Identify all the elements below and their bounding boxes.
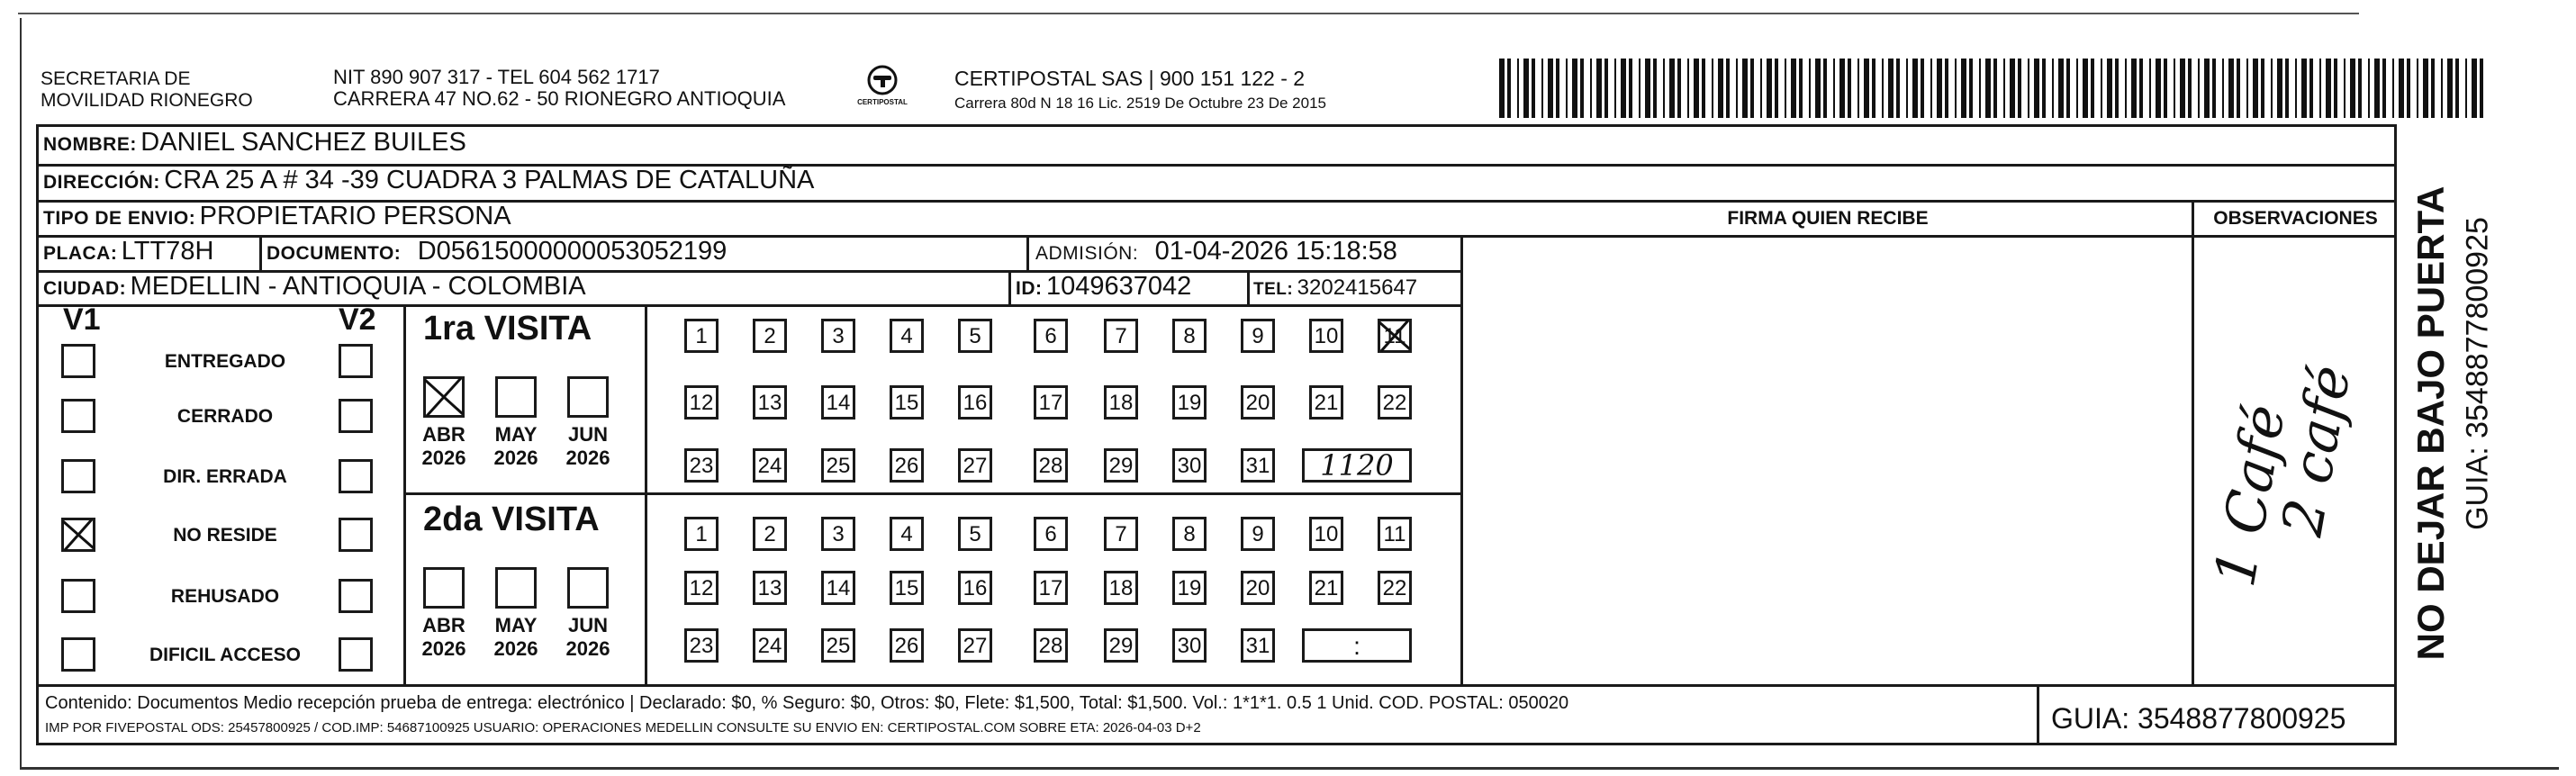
day-box[interactable]: 31 (1241, 448, 1275, 483)
tel-value: 3202415647 (1297, 275, 1418, 300)
tipo-label: TIPO DE ENVIO: (43, 208, 196, 229)
barcode-bar (1604, 59, 1608, 118)
barcode-bar (1775, 59, 1778, 118)
day-box[interactable]: 9 (1241, 517, 1275, 551)
barcode-bar (1785, 59, 1786, 118)
sender-block (41, 68, 253, 112)
day-box[interactable]: 16 (958, 385, 992, 420)
tipo-row (43, 202, 511, 231)
day-box[interactable]: 21 (1309, 385, 1343, 420)
barcode-bar (2392, 59, 2394, 118)
barcode-bar (1979, 59, 1981, 118)
month-checkbox[interactable] (423, 376, 465, 418)
barcode-bar (1590, 59, 1592, 118)
barcode-bar (1726, 59, 1730, 118)
barcode-bar (2301, 59, 2307, 118)
barcode-bar (1937, 59, 1942, 118)
v2-checkbox[interactable] (339, 399, 373, 433)
day-box[interactable]: 12 (684, 571, 719, 605)
day-box[interactable]: 20 (1241, 571, 1275, 605)
day-box[interactable]: 5 (958, 517, 992, 551)
documento-row (267, 237, 727, 266)
sender-address: CARRERA 47 NO.62 - 50 RIONEGRO ANTIOQUIA (333, 87, 786, 110)
barcode-bar (2358, 59, 2362, 118)
day-box[interactable]: 28 (1034, 628, 1068, 663)
month-label (556, 423, 619, 470)
barcode-bar (2295, 59, 2297, 118)
barcode-bar (1961, 59, 1966, 118)
month-label (484, 614, 547, 661)
nombre-label: NOMBRE: (43, 134, 137, 155)
logo-text: CERTIPOSTAL (857, 98, 908, 106)
barcode-bar (1712, 59, 1713, 118)
month-name: ABR (422, 423, 465, 446)
barcode-bar (2455, 59, 2459, 118)
month-name: MAY (494, 423, 538, 446)
barcode-bar (2101, 59, 2102, 118)
admision-label: ADMISIÓN: (1035, 243, 1139, 264)
barcode-bar (1580, 59, 1584, 118)
barcode-bar (2246, 59, 2248, 118)
day-box[interactable]: 16 (958, 571, 992, 605)
day-box[interactable]: 19 (1172, 571, 1207, 605)
day-box[interactable]: 18 (1104, 571, 1138, 605)
v1-checkbox[interactable] (61, 579, 95, 613)
v1-label: V1 (63, 302, 101, 337)
day-box[interactable]: 15 (890, 385, 924, 420)
barcode-bar (1653, 59, 1657, 118)
second-visit-title: 2da VISITA (423, 501, 600, 538)
barcode-bar (2382, 59, 2386, 118)
day-box[interactable]: 24 (753, 448, 787, 483)
nombre-value: DANIEL SANCHEZ BUILES (140, 128, 466, 157)
month-year: 2026 (493, 447, 538, 469)
barcode-bar (2228, 59, 2234, 118)
day-box[interactable]: 1 (684, 319, 719, 353)
month-checkbox[interactable] (495, 567, 537, 609)
col-line (1247, 273, 1250, 305)
status-label: DIFICIL ACCESO (149, 645, 301, 665)
documento-value: D05615000000053052199 (417, 237, 728, 266)
barcode-bar (2107, 59, 2112, 118)
month-label (412, 423, 475, 470)
footer-guia: GUIA: 3548877800925 (2051, 702, 2346, 735)
barcode-bar (1823, 59, 1827, 118)
barcode-bar (1809, 59, 1811, 118)
barcode-bar (2125, 59, 2127, 118)
day-box[interactable]: 23 (684, 628, 719, 663)
barcode-bar (1677, 59, 1681, 118)
barcode-bar (1921, 59, 1924, 118)
day-box[interactable]: 2 (753, 319, 787, 353)
id-label: ID: (1016, 278, 1043, 299)
barcode-bar (1541, 59, 1543, 118)
documento-label: DOCUMENTO: (267, 243, 402, 264)
day-box[interactable]: 3 (821, 319, 855, 353)
sender-line2: MOVILIDAD RIONEGRO (41, 90, 253, 111)
barcode-bar (2034, 59, 2039, 118)
day-box[interactable]: 20 (1241, 385, 1275, 420)
barcode-bar (2149, 59, 2151, 118)
footer-contenido: Contenido: Documentos Medio recepción prueba de entrega: electrónico | Declarado: $0, % Seguro: $0, Otros: $0, Flete: $1,500, Total: $1,500. Vol.: 1*1*1. 0.5 1 Unid. COD. POSTAL: 050020 (45, 693, 1569, 713)
barcode-bar (1499, 59, 1505, 118)
month-name: JUN (567, 614, 608, 636)
day-box[interactable]: 6 (1034, 319, 1068, 353)
barcode-bar (2028, 59, 2029, 118)
v1-checkbox[interactable] (61, 637, 95, 672)
month-checkbox[interactable] (567, 376, 609, 418)
check-mark-icon (1378, 319, 1412, 353)
barcode-bar (1750, 59, 1754, 118)
month-label (484, 423, 547, 470)
barcode-bar (2083, 59, 2088, 118)
tel-label: TEL: (1253, 280, 1294, 299)
barcode-bar (1760, 59, 1762, 118)
day-box[interactable]: 27 (958, 448, 992, 483)
barcode-bar (1742, 59, 1748, 118)
day-box[interactable]: 29 (1104, 628, 1138, 663)
id-row (1016, 272, 1191, 302)
month-name: ABR (422, 614, 465, 636)
barcode-bar (1969, 59, 1973, 118)
barcode-bar (1548, 59, 1553, 118)
ciudad-label: CIUDAD: (43, 278, 127, 299)
sender-nit: NIT 890 907 317 - TEL 604 562 1717 (333, 66, 660, 88)
barcode-bar (2374, 59, 2380, 118)
day-box[interactable]: 1 (684, 517, 719, 551)
observacion-note-2: 2 café (2268, 360, 2364, 541)
barcode-bar (1872, 59, 1876, 118)
barcode-bar (2344, 59, 2346, 118)
barcode-bar (1687, 59, 1689, 118)
barcode-bar (2350, 59, 2355, 118)
check-mark-icon (423, 376, 465, 418)
barcode-bar (2115, 59, 2119, 118)
barcode-bar (1694, 59, 1699, 118)
barcode-bar (1639, 59, 1641, 118)
day-box[interactable]: 26 (890, 628, 924, 663)
barcode-bar (1955, 59, 1957, 118)
day-box[interactable]: 2 (753, 517, 787, 551)
barcode-bar (2212, 59, 2216, 118)
barcode-bar (2399, 59, 2404, 118)
day-box[interactable]: 18 (1104, 385, 1138, 420)
status-label: REHUSADO (170, 586, 280, 607)
day-box[interactable]: 4 (890, 517, 924, 551)
barcode-bar (1566, 59, 1568, 118)
barcode-bar (1839, 59, 1845, 118)
barcode-bar (1896, 59, 1900, 118)
logo-icon (864, 65, 900, 95)
day-box[interactable]: 6 (1034, 517, 1068, 551)
barcode-bar (1507, 59, 1511, 118)
side-warning: NO DEJAR BAJO PUERTA (2409, 185, 2452, 661)
barcode (1499, 59, 2490, 118)
bottom-border-line (20, 767, 2559, 770)
barcode-bar (1799, 59, 1803, 118)
barcode-bar (1614, 59, 1616, 118)
day-box[interactable]: 29 (1104, 448, 1138, 483)
barcode-bar (1621, 59, 1626, 118)
barcode-bar (2465, 59, 2467, 118)
observaciones-area[interactable] (2194, 238, 2397, 684)
month-year: 2026 (421, 637, 466, 660)
status-label: ENTREGADO (164, 351, 286, 372)
left-border-line (20, 18, 22, 770)
day-box[interactable]: 4 (890, 319, 924, 353)
day-box[interactable]: 11 (1378, 319, 1412, 353)
day-box[interactable]: 22 (1378, 571, 1412, 605)
status-label: CERRADO (176, 406, 274, 427)
col-line (259, 235, 262, 271)
month-name: JUN (567, 423, 608, 446)
nombre-row (43, 128, 466, 158)
time-box[interactable]: : (1302, 628, 1412, 663)
barcode-bar (2431, 59, 2435, 118)
barcode-bar (2198, 59, 2200, 118)
barcode-bar (2222, 59, 2224, 118)
barcode-bar (2480, 59, 2483, 118)
barcode-bar (2271, 59, 2273, 118)
barcode-bar (1596, 59, 1602, 118)
day-box[interactable]: 19 (1172, 385, 1207, 420)
col-line (1026, 238, 1029, 271)
barcode-bar (1645, 59, 1650, 118)
barcode-bar (1532, 59, 1535, 118)
barcode-bar (2139, 59, 2143, 118)
day-box[interactable]: 17 (1034, 571, 1068, 605)
placa-value: LTT78H (121, 237, 214, 266)
barcode-bar (2253, 59, 2258, 118)
day-box[interactable]: 15 (890, 571, 924, 605)
day-box[interactable]: 10 (1309, 319, 1343, 353)
barcode-bar (2407, 59, 2410, 118)
courier-license: Carrera 80d N 18 16 Lic. 2519 De Octubre 23 De 2015 (954, 95, 1326, 112)
month-label (412, 614, 475, 661)
footer-guia-box (2037, 684, 2039, 745)
day-box[interactable]: 8 (1172, 517, 1207, 551)
month-checkbox[interactable] (423, 567, 465, 609)
row-line (36, 684, 2397, 687)
day-box[interactable]: 24 (753, 628, 787, 663)
month-label (556, 614, 619, 661)
day-box[interactable]: 27 (958, 628, 992, 663)
barcode-bar (1572, 59, 1577, 118)
day-box[interactable]: 5 (958, 319, 992, 353)
barcode-bar (1985, 59, 1991, 118)
day-box[interactable]: 17 (1034, 385, 1068, 420)
barcode-bar (2042, 59, 2046, 118)
barcode-bar (2423, 59, 2428, 118)
barcode-bar (2368, 59, 2370, 118)
day-box[interactable]: 13 (753, 571, 787, 605)
day-box[interactable]: 25 (821, 448, 855, 483)
footer-imp: IMP POR FIVEPOSTAL ODS: 25457800925 / COD.IMP: 54687100925 USUARIO: OPERACIONES MEDELLIN CONSULTE SU ENVIO EN: CERTIPOSTAL.COM SOBRE ETA: 2026-04-03 D+2 (45, 720, 1201, 735)
visit-divider (403, 492, 1462, 495)
day-box[interactable]: 10 (1309, 517, 1343, 551)
day-box[interactable]: 14 (821, 385, 855, 420)
barcode-bar (2010, 59, 2015, 118)
month-year: 2026 (493, 637, 538, 660)
v2-checkbox[interactable] (339, 579, 373, 613)
day-box[interactable]: 9 (1241, 319, 1275, 353)
month-name: MAY (494, 614, 538, 636)
barcode-bar (2131, 59, 2137, 118)
barcode-bar (2441, 59, 2443, 118)
barcode-bar (2447, 59, 2453, 118)
barcode-bar (1736, 59, 1738, 118)
month-year: 2026 (565, 637, 610, 660)
barcode-bar (1718, 59, 1723, 118)
day-box[interactable]: 13 (753, 385, 787, 420)
barcode-bar (1767, 59, 1772, 118)
barcode-bar (2058, 59, 2064, 118)
day-box[interactable]: 31 (1241, 628, 1275, 663)
direccion-row (43, 166, 814, 195)
v1-checkbox[interactable] (61, 459, 95, 493)
placa-row (43, 237, 213, 266)
barcode-bar (1663, 59, 1665, 118)
barcode-bar (2066, 59, 2070, 118)
tipo-value: PROPIETARIO PERSONA (199, 202, 511, 230)
direccion-label: DIRECCIÓN: (43, 172, 160, 193)
month-checkbox[interactable] (495, 376, 537, 418)
firma-header: FIRMA QUIEN RECIBE (1727, 208, 1929, 229)
barcode-bar (1791, 59, 1796, 118)
barcode-bar (2091, 59, 2094, 118)
ciudad-row (43, 272, 586, 302)
barcode-bar (2309, 59, 2313, 118)
day-box[interactable]: 14 (821, 571, 855, 605)
day-box[interactable]: 8 (1172, 319, 1207, 353)
barcode-bar (1848, 59, 1851, 118)
barcode-bar (1906, 59, 1908, 118)
barcode-bar (2188, 59, 2192, 118)
day-box[interactable]: 25 (821, 628, 855, 663)
barcode-bar (2003, 59, 2005, 118)
day-box[interactable]: 11 (1378, 517, 1412, 551)
v2-label: V2 (339, 302, 376, 337)
v1-checkbox[interactable] (61, 518, 95, 552)
certipostal-logo (855, 65, 909, 106)
ciudad-value: MEDELLIN - ANTIOQUIA - COLOMBIA (130, 272, 586, 301)
side-guia: GUIA: 3548877800925 (2460, 217, 2495, 530)
barcode-bar (1523, 59, 1529, 118)
id-value: 1049637042 (1045, 272, 1192, 301)
barcode-bar (1629, 59, 1632, 118)
barcode-bar (2164, 59, 2167, 118)
v2-checkbox[interactable] (339, 518, 373, 552)
admision-value: 01-04-2026 15:18:58 (1154, 237, 1397, 266)
barcode-bar (1912, 59, 1918, 118)
barcode-bar (1930, 59, 1932, 118)
barcode-bar (1857, 59, 1859, 118)
day-box[interactable]: 3 (821, 517, 855, 551)
day-box[interactable]: 23 (684, 448, 719, 483)
barcode-bar (1815, 59, 1821, 118)
barcode-bar (2237, 59, 2240, 118)
barcode-bar (1556, 59, 1559, 118)
barcode-graphic (1499, 59, 2490, 118)
status-label: DIR. ERRADA (163, 466, 287, 487)
v2-checkbox[interactable] (339, 459, 373, 493)
barcode-bar (1669, 59, 1675, 118)
barcode-bar (2326, 59, 2331, 118)
barcode-bar (2180, 59, 2185, 118)
barcode-bar (2285, 59, 2289, 118)
v2-checkbox[interactable] (339, 637, 373, 672)
admision-row (1035, 237, 1397, 266)
courier-name: CERTIPOSTAL SAS | 900 151 122 - 2 (954, 67, 1306, 90)
barcode-bar (2319, 59, 2321, 118)
month-year: 2026 (565, 447, 610, 469)
barcode-bar (2417, 59, 2418, 118)
barcode-bar (2076, 59, 2078, 118)
barcode-bar (1882, 59, 1884, 118)
day-box[interactable]: 30 (1172, 628, 1207, 663)
barcode-bar (1517, 59, 1519, 118)
barcode-bar (2156, 59, 2161, 118)
month-year: 2026 (421, 447, 466, 469)
courier-block (954, 67, 1326, 113)
sender-line1: SECRETARIA DE (41, 68, 191, 89)
v2-checkbox[interactable] (339, 344, 373, 378)
observacion-note-1: 1 Café (2201, 400, 2299, 591)
col-line (1008, 273, 1011, 305)
status-label: NO RESIDE (173, 525, 277, 546)
barcode-bar (2018, 59, 2021, 118)
barcode-bar (1833, 59, 1835, 118)
barcode-bar (2261, 59, 2264, 118)
sender-contact (333, 67, 785, 110)
day-box[interactable]: 22 (1378, 385, 1412, 420)
day-box[interactable]: 7 (1104, 517, 1138, 551)
direccion-value: CRA 25 A # 34 -39 CUADRA 3 PALMAS DE CATALUÑA (164, 166, 815, 194)
day-box[interactable]: 7 (1104, 319, 1138, 353)
day-box[interactable]: 21 (1309, 571, 1343, 605)
top-border-line (18, 13, 2359, 14)
barcode-bar (1888, 59, 1894, 118)
barcode-bar (1945, 59, 1948, 118)
barcode-bar (2204, 59, 2210, 118)
month-checkbox[interactable] (567, 567, 609, 609)
time-box[interactable]: 1120 (1302, 448, 1412, 483)
barcode-bar (2334, 59, 2337, 118)
check-mark-icon (61, 518, 95, 552)
first-visit-title: 1ra VISITA (423, 310, 592, 347)
firma-area[interactable] (1463, 238, 2192, 684)
barcode-bar (2052, 59, 2054, 118)
v1-checkbox[interactable] (61, 399, 95, 433)
day-box[interactable]: 12 (684, 385, 719, 420)
v1-checkbox[interactable] (61, 344, 95, 378)
observaciones-header: OBSERVACIONES (2213, 208, 2378, 229)
day-box[interactable]: 28 (1034, 448, 1068, 483)
barcode-bar (1993, 59, 1997, 118)
barcode-bar (1702, 59, 1705, 118)
day-box[interactable]: 26 (890, 448, 924, 483)
barcode-bar (2174, 59, 2175, 118)
barcode-bar (1864, 59, 1869, 118)
day-box[interactable]: 30 (1172, 448, 1207, 483)
tel-row (1253, 275, 1417, 301)
barcode-bar (2277, 59, 2282, 118)
placa-label: PLACA: (43, 243, 118, 264)
barcode-bar (2472, 59, 2477, 118)
